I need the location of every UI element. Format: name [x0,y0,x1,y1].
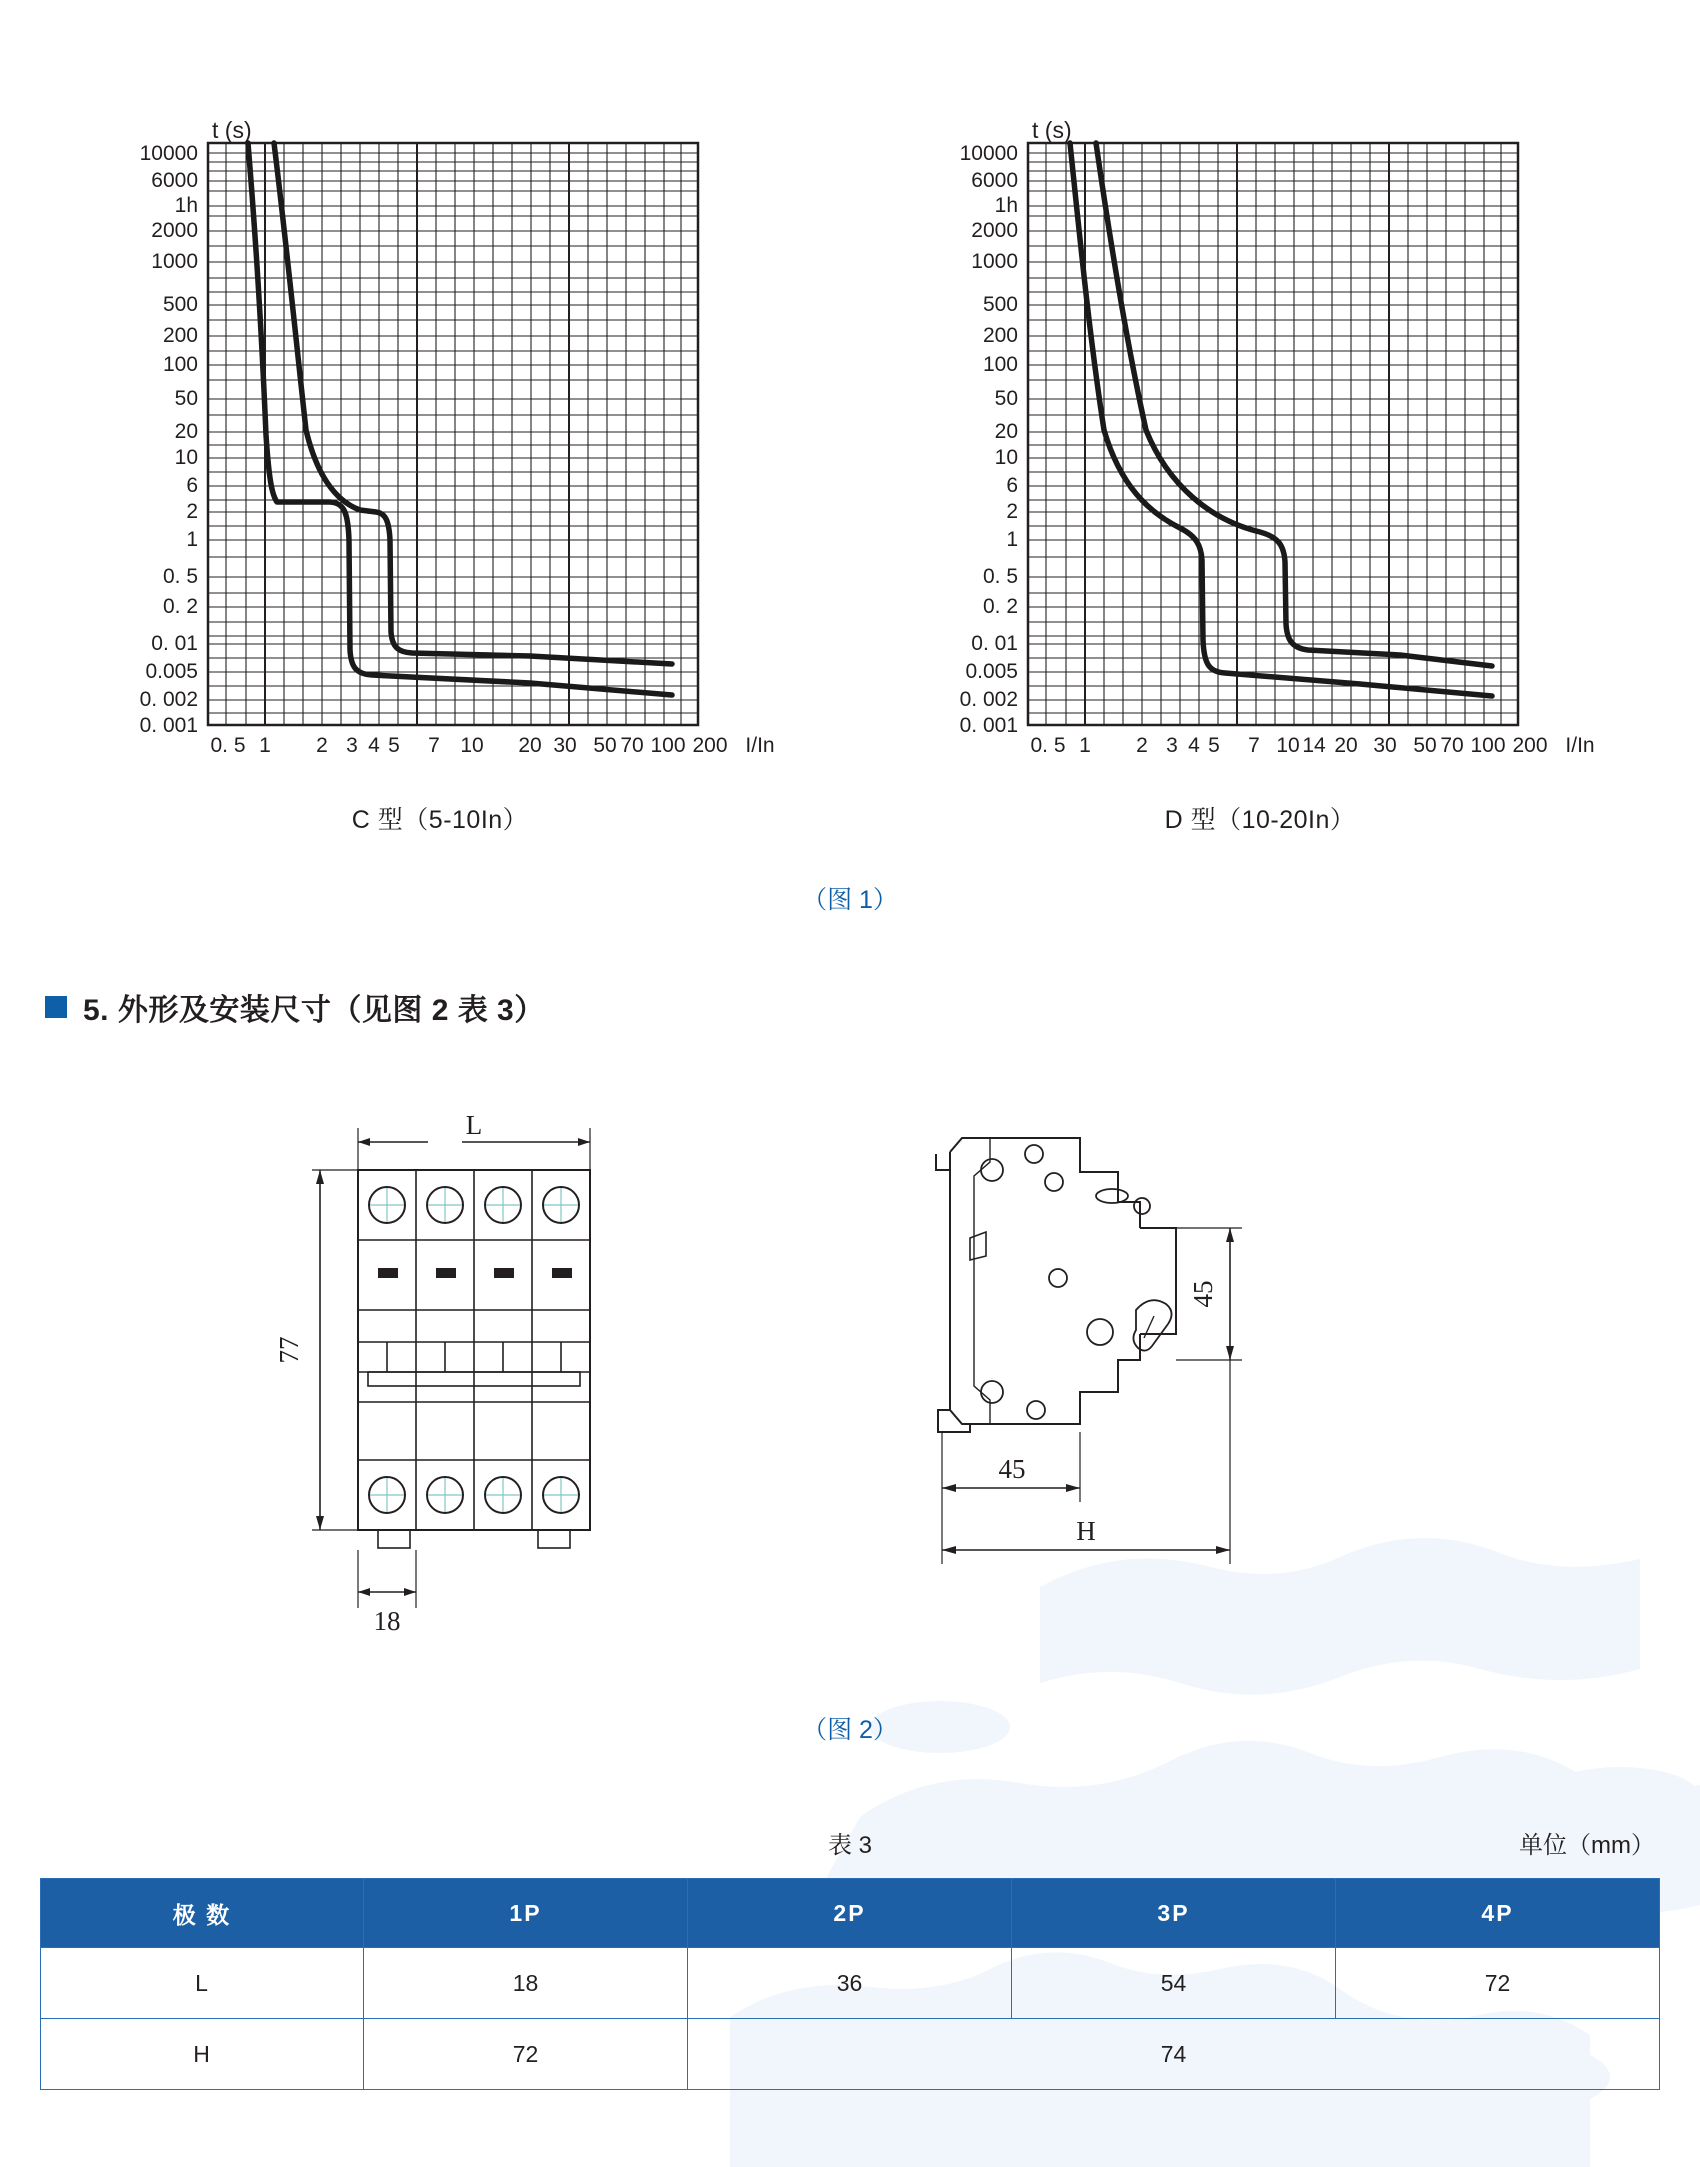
svg-text:t (s): t (s) [1032,117,1072,143]
svg-text:70: 70 [1440,734,1464,757]
svg-text:6000: 6000 [971,169,1018,192]
svg-text:6000: 6000 [151,169,198,192]
svg-text:I/In: I/In [745,734,775,757]
svg-text:0. 001: 0. 001 [139,714,198,737]
svg-text:1: 1 [1079,734,1091,757]
table-header-1p: 1P [364,1879,688,1948]
chart-c-type [60,40,820,834]
svg-text:1h: 1h [994,194,1018,217]
table-3-title: 表 3 [827,1832,872,1859]
table-header-row [41,1879,1660,1948]
svg-text:10000: 10000 [959,142,1018,165]
svg-text:2: 2 [186,500,198,523]
chart-d-type-caption: D 型（10-20In） [1164,806,1356,834]
svg-text:3: 3 [346,734,358,757]
section-heading-text: 5. 外形及安装尺寸（见图 2 表 3） [83,994,545,1027]
svg-text:1: 1 [1006,528,1018,551]
svg-text:0. 01: 0. 01 [151,632,198,655]
svg-text:100: 100 [982,353,1018,376]
svg-text:3: 3 [1166,734,1178,757]
cell-l-3p: 54 [1012,1948,1336,2019]
cell-l-2p: 36 [688,1948,1012,2019]
table-header-2p: 2P [688,1879,1012,1948]
row-label-h: H [41,2019,364,2090]
svg-text:20: 20 [174,420,198,443]
svg-text:6: 6 [186,474,198,497]
svg-text:4: 4 [1188,734,1200,757]
table-header-poles: 极 数 [41,1879,364,1948]
chart-c-type-caption: C 型（5-10In） [351,806,529,834]
row-label-l: L [41,1948,364,2019]
svg-text:30: 30 [1373,734,1397,757]
svg-text:500: 500 [982,293,1018,316]
svg-text:5: 5 [388,734,400,757]
cell-l-1p: 18 [364,1948,688,2019]
cell-h-1p: 72 [364,2019,688,2090]
svg-text:500: 500 [162,293,198,316]
svg-text:10: 10 [174,446,198,469]
figure-2-label: （图 2） [802,1716,898,1744]
svg-text:14: 14 [1302,734,1326,757]
svg-text:0. 002: 0. 002 [139,688,198,711]
svg-text:1000: 1000 [971,250,1018,273]
dimensions-table [40,1878,1660,2090]
table-header-4p: 4P [1336,1879,1660,1948]
svg-text:0.005: 0.005 [965,660,1018,683]
svg-text:0.005: 0.005 [145,660,198,683]
side-view-dim-depth-45: 45 [1188,1280,1218,1308]
svg-text:2: 2 [1006,500,1018,523]
side-view-dim-base-45: 45 [998,1454,1026,1484]
front-view-dim-L: L [465,1110,483,1140]
svg-text:0. 5: 0. 5 [210,734,246,757]
figure-1-curves [0,40,1700,850]
svg-text:I/In: I/In [1565,734,1595,757]
chart-d-type-svg [880,40,1640,760]
svg-text:100: 100 [162,353,198,376]
chart-c-type-svg [60,40,820,760]
table-row [41,1948,1660,2019]
svg-text:20: 20 [994,420,1018,443]
svg-text:1h: 1h [174,194,198,217]
svg-text:70: 70 [620,734,644,757]
table-row [41,2019,1660,2090]
svg-text:4: 4 [368,734,380,757]
cell-l-4p: 72 [1336,1948,1660,2019]
front-view-dim-77: 77 [274,1336,304,1364]
figure-1-label: （图 1） [802,886,898,914]
svg-text:10: 10 [460,734,484,757]
svg-text:0. 5: 0. 5 [1030,734,1066,757]
chart-d-type [880,40,1640,834]
side-view-drawing [930,1110,1450,1730]
svg-text:1: 1 [186,528,198,551]
table-header-3p: 3P [1012,1879,1336,1948]
svg-text:200: 200 [162,324,198,347]
svg-text:20: 20 [518,734,542,757]
front-view-drawing [250,1110,770,1730]
svg-text:30: 30 [553,734,577,757]
svg-text:2000: 2000 [151,219,198,242]
svg-text:7: 7 [428,734,440,757]
svg-text:50: 50 [1413,734,1437,757]
svg-text:200: 200 [1512,734,1548,757]
svg-text:50: 50 [994,387,1018,410]
svg-text:0. 01: 0. 01 [971,632,1018,655]
svg-text:0. 2: 0. 2 [162,595,198,618]
svg-text:100: 100 [650,734,686,757]
svg-text:10000: 10000 [139,142,198,165]
svg-text:2: 2 [316,734,328,757]
svg-text:200: 200 [692,734,728,757]
svg-text:0. 2: 0. 2 [982,595,1018,618]
svg-text:0. 002: 0. 002 [959,688,1018,711]
svg-text:100: 100 [1470,734,1506,757]
svg-text:10: 10 [994,446,1018,469]
svg-text:1: 1 [259,734,271,757]
svg-text:1000: 1000 [151,250,198,273]
svg-text:5: 5 [1208,734,1220,757]
figure-2-drawings [0,1110,1700,1750]
svg-text:2: 2 [1136,734,1148,757]
svg-text:200: 200 [982,324,1018,347]
front-view-dim-18: 18 [373,1606,401,1636]
svg-text:0. 001: 0. 001 [959,714,1018,737]
side-view-dim-H: H [1076,1516,1096,1546]
svg-text:50: 50 [174,387,198,410]
cell-h-2p-4p: 74 [688,2019,1660,2090]
svg-text:2000: 2000 [971,219,1018,242]
svg-text:20: 20 [1334,734,1358,757]
table-3-unit: 单位（mm） [1519,1832,1655,1859]
svg-text:0. 5: 0. 5 [982,565,1018,588]
svg-text:t (s): t (s) [212,117,252,143]
bullet-square-icon [45,996,67,1018]
svg-text:0. 5: 0. 5 [162,565,198,588]
svg-text:7: 7 [1248,734,1260,757]
svg-text:6: 6 [1006,474,1018,497]
section-heading [45,985,545,1029]
svg-text:50: 50 [593,734,617,757]
svg-text:10: 10 [1276,734,1300,757]
